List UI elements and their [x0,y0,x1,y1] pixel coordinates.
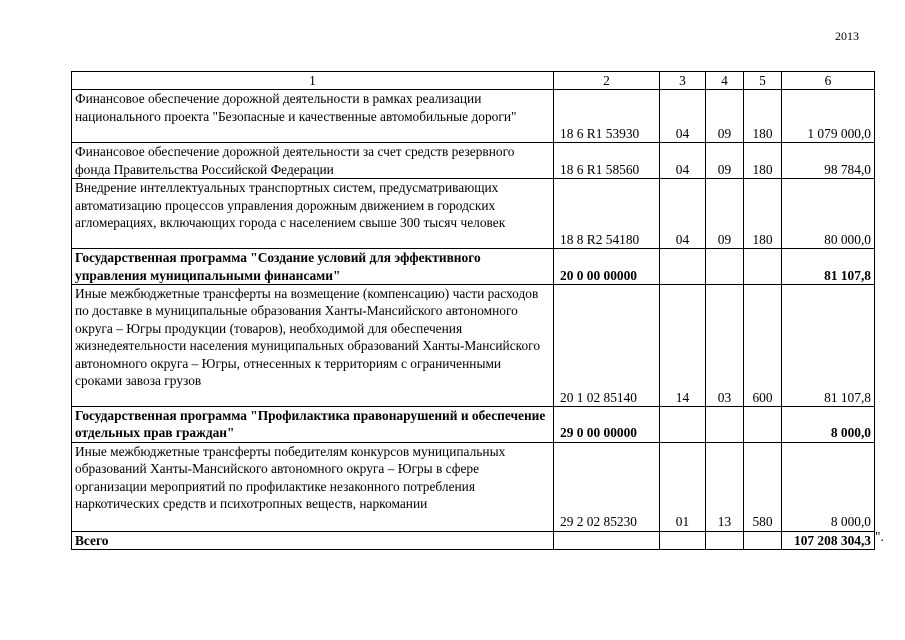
table-row [72,90,875,143]
column-header: 4 [706,72,744,90]
row-description: Внедрение интеллектуальных транспортных систем, предусматривающих автоматизацию процессов управления дорожным движением в городских агломерациях, включающих города с населением свыше 300 тысяч человек [72,179,554,249]
row-expense-type [744,531,782,549]
row-description: Государственная программа "Создание условий для эффективного управления муниципальными финансами" [72,249,554,285]
row-expense-type [744,407,782,443]
row-expense-type: 600 [744,285,782,407]
row-code: 18 8 R2 54180 [554,179,660,249]
row-code: 20 1 02 85140 [554,285,660,407]
closing-quote-mark: ". [875,529,884,544]
row-section: 04 [660,143,706,179]
row-expense-type: 180 [744,143,782,179]
row-section: 04 [660,90,706,143]
row-description: Финансовое обеспечение дорожной деятельности в рамках реализации национального проекта "Безопасные и качественные автомобильные дороги" [72,90,554,143]
row-subsection: 09 [706,143,744,179]
table-row [72,179,875,249]
table-row [72,442,875,531]
row-code: 29 2 02 85230 [554,442,660,531]
row-code: 18 6 R1 53930 [554,90,660,143]
row-expense-type [744,249,782,285]
row-description: Иные межбюджетные трансферты победителям конкурсов муниципальных образований Ханты-Мансийского автономного округа – Югры в сфере организации мероприятий по профилактике незаконного потребления наркотических средств и психотропных веществ, наркомании [72,442,554,531]
row-subsection [706,531,744,549]
row-expense-type: 580 [744,442,782,531]
page-number: 2013 [835,29,859,43]
program-row [72,407,875,443]
row-amount: 8 000,0 [782,407,875,443]
row-expense-type: 180 [744,179,782,249]
column-header: 2 [554,72,660,90]
row-code: 18 6 R1 58560 [554,143,660,179]
row-description: Финансовое обеспечение дорожной деятельности за счет средств резервного фонда Правительства Российской Федерации [72,143,554,179]
row-section: 04 [660,179,706,249]
row-section [660,531,706,549]
row-subsection: 03 [706,285,744,407]
table-row [72,285,875,407]
row-code [554,531,660,549]
column-header: 6 [782,72,875,90]
row-description: Государственная программа "Профилактика правонарушений и обеспечение отдельных прав граждан" [72,407,554,443]
total-row [72,531,875,549]
table-row [72,143,875,179]
row-amount: 81 107,8 [782,249,875,285]
row-subsection [706,407,744,443]
column-header: 3 [660,72,706,90]
row-subsection: 09 [706,90,744,143]
column-header: 5 [744,72,782,90]
row-code: 20 0 00 00000 [554,249,660,285]
row-subsection: 09 [706,179,744,249]
row-subsection: 13 [706,442,744,531]
row-amount: 80 000,0 [782,179,875,249]
column-header: 1 [72,72,554,90]
program-row [72,249,875,285]
budget-table [71,71,875,550]
header-row [72,72,875,90]
row-section [660,407,706,443]
row-section: 01 [660,442,706,531]
row-amount: 8 000,0 [782,442,875,531]
row-section [660,249,706,285]
row-description: Иные межбюджетные трансферты на возмещение (компенсацию) части расходов по доставке в муниципальные образования Ханты-Мансийского автономного округа – Югры продукции (товаров), необходимой для обеспечения жизнедеятельности населения муниципальных образований Ханты-Мансийского автономного округа – Югры, отнесенных к территориям с ограниченными сроками завоза грузов [72,285,554,407]
row-expense-type: 180 [744,90,782,143]
row-section: 14 [660,285,706,407]
row-amount: 81 107,8 [782,285,875,407]
row-subsection [706,249,744,285]
row-code: 29 0 00 00000 [554,407,660,443]
row-amount: 107 208 304,3 [782,531,875,549]
row-amount: 1 079 000,0 [782,90,875,143]
row-amount: 98 784,0 [782,143,875,179]
row-description: Всего [72,531,554,549]
